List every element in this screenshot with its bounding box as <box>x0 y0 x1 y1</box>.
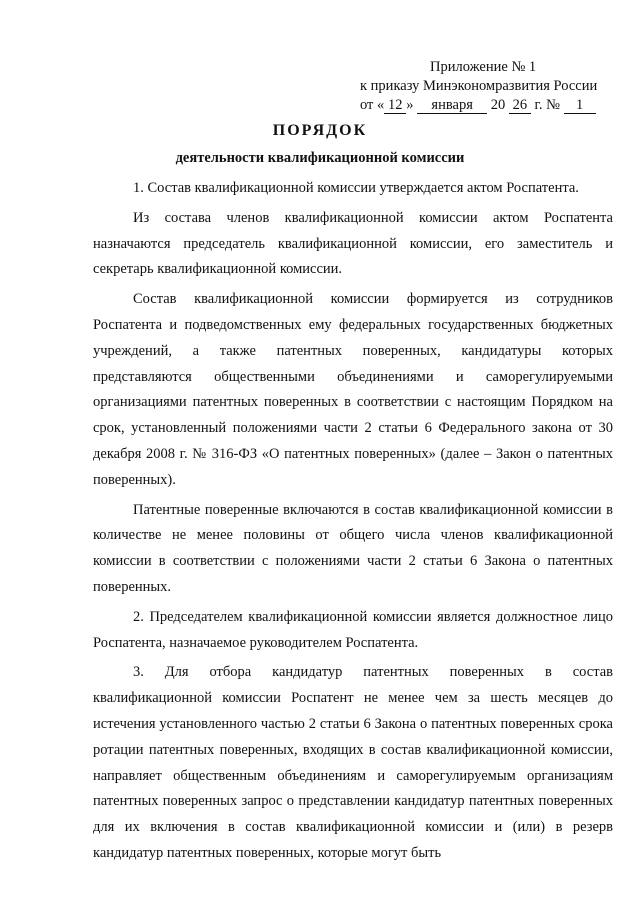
order-number: 1 <box>564 98 596 114</box>
order-month: января <box>417 98 487 114</box>
date-close: » <box>406 97 414 113</box>
document-title: ПОРЯДОК <box>272 122 368 139</box>
paragraph-6: 3. Для отбора кандидатур патентных поверенных в состав квалификационной комиссии Роспатент не менее чем за шесть месяцев до истечения установленного частью 2 статьи 6 Закона о патентных поверенных срока ротации патентных поверенных, входящих в состав квалификационной комиссии, направляет общественным объединениям и саморегулируемым организациям патентных поверенных запрос о представлении кандидатур патентных поверенных для их включения в состав квалификационной комиссии и (или) в резерв кандидатур патентных поверенных, которые могут быть <box>93 664 613 861</box>
paragraph-5: 2. Председателем квалификационной комиссии является должностное лицо Роспатента, назначаемое руководителем Роспатента. <box>93 608 613 651</box>
paragraph-3: Состав квалификационной комиссии формируется из сотрудников Роспатента и подведомственных ему федеральных государственных бюджетных учреждений, а также патентных поверенных, кандидатуры которых представляются общественными объединениями и саморегулируемыми организациями патентных поверенных в соответствии с настоящим Порядком на срок, установленный положениями части 2 статьи 6 Федерального закона от 30 декабря 2008 г. № 316-ФЗ «О патентных поверенных» (далее – Закон о патентных поверенных). <box>93 291 613 488</box>
paragraph-1: 1. Состав квалификационной комиссии утверждается актом Роспатента. <box>133 180 579 196</box>
year-label: г. № <box>534 97 560 113</box>
paragraph-4: Патентные поверенные включаются в состав квалификационной комиссии в количестве не менее половины от общего числа членов квалификационной комиссии в соответствии с положениями части 2 статьи 6 Закона о патентных поверенных. <box>93 501 613 595</box>
paragraph-2: Из состава членов квалификационной комиссии актом Роспатента назначаются председатель квалификационной комиссии, его заместитель и секретарь квалификационной комиссии. <box>93 209 613 278</box>
order-date-line <box>360 96 620 115</box>
appendix-number: Приложение № 1 <box>430 59 537 75</box>
order-day: 12 <box>384 98 406 114</box>
document-subtitle: деятельности квалификационной комиссии <box>175 150 465 166</box>
order-reference: к приказу Минэкономразвития России <box>360 78 598 94</box>
date-prefix: от « <box>360 97 385 113</box>
appendix-header <box>360 58 620 115</box>
document-body <box>93 176 613 867</box>
order-year: 26 <box>509 98 531 114</box>
year-prefix: 20 <box>490 97 506 113</box>
